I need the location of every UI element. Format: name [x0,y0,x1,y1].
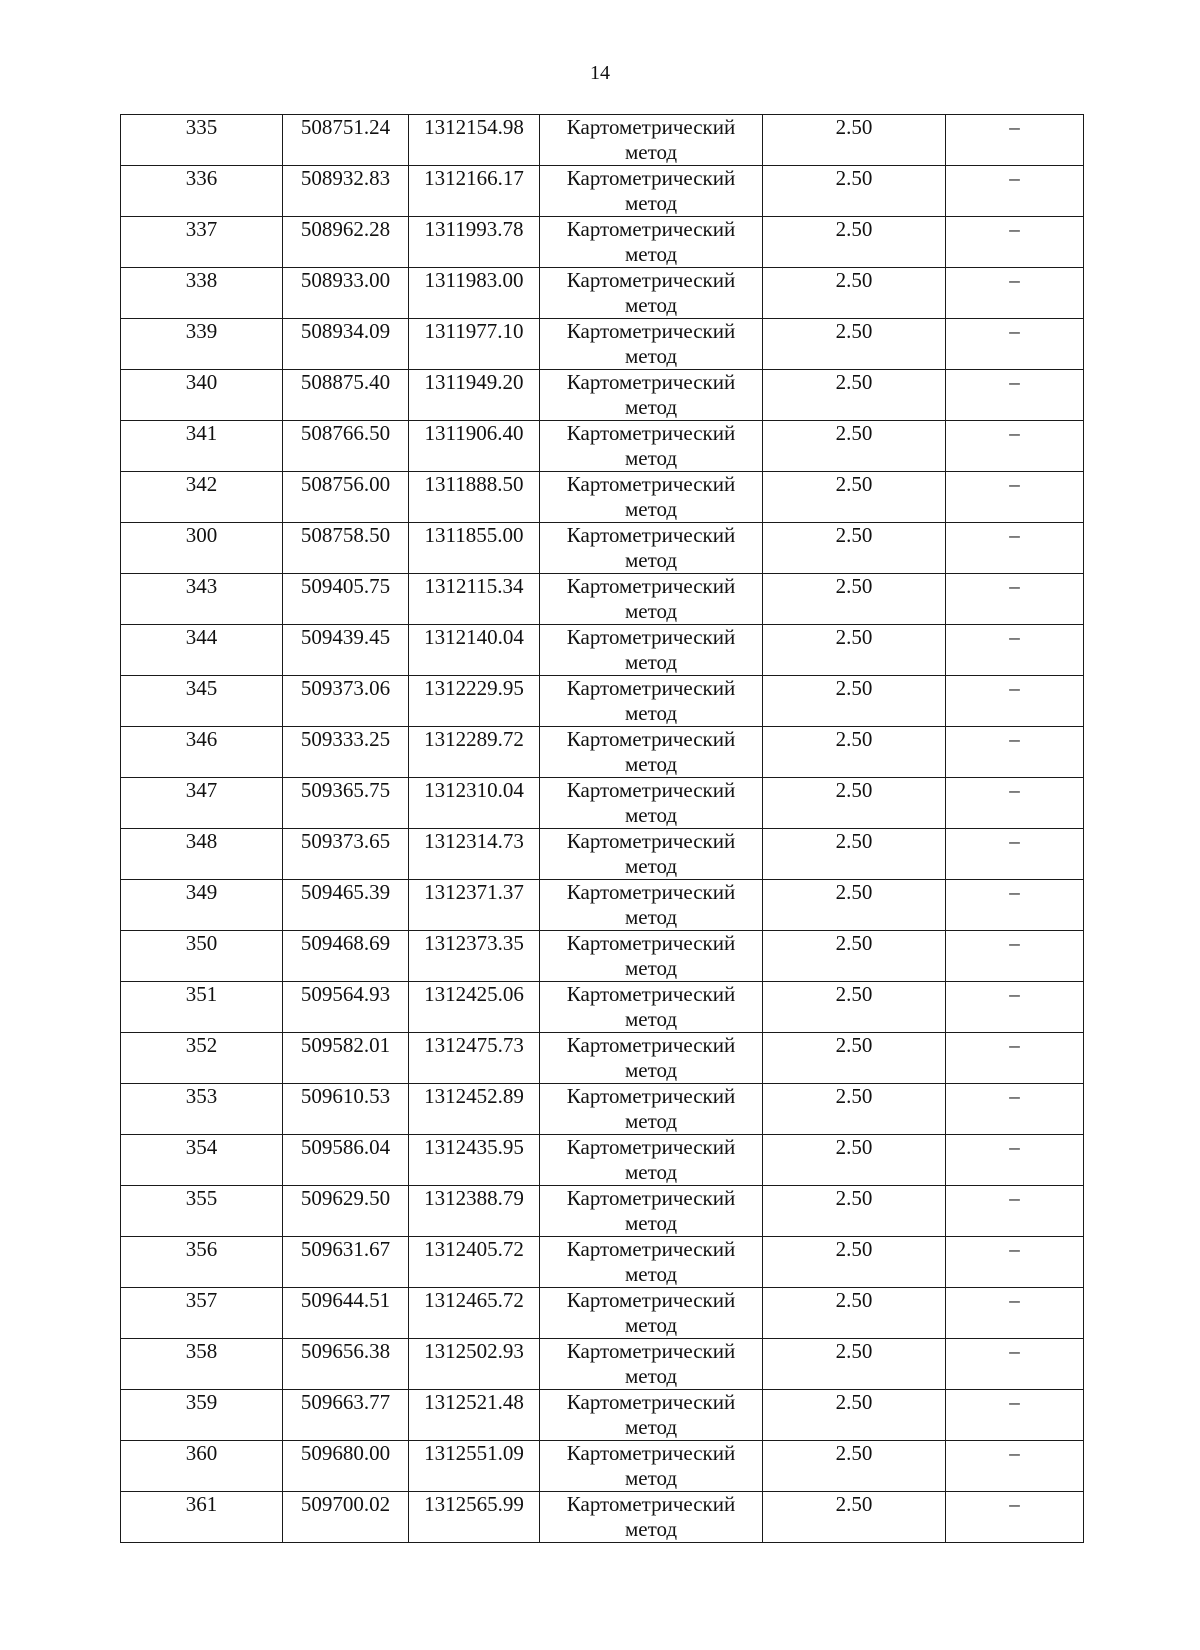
method-label-line1: Картометрический [566,880,736,904]
method-label-line2: метод [624,1364,678,1388]
table-row [121,268,1084,319]
point-number-cell: 351 [121,982,283,1033]
point-number-cell: 358 [121,1339,283,1390]
accuracy-cell: 2.50 [763,421,946,472]
note-cell: – [946,574,1084,625]
method-label-line1: Картометрический [566,421,736,445]
method-label-line2: метод [624,956,678,980]
table-row [121,829,1084,880]
method-cell [540,1084,763,1135]
note-cell: – [946,778,1084,829]
y-coordinate-cell: 1312435.95 [409,1135,540,1186]
method-label-line1: Картометрический [566,1237,736,1261]
point-number-cell: 361 [121,1492,283,1543]
x-coordinate-cell: 509610.53 [283,1084,409,1135]
point-number-cell: 339 [121,319,283,370]
method-label-line1: Картометрический [566,1084,736,1108]
point-number-cell: 341 [121,421,283,472]
x-coordinate-cell: 509564.93 [283,982,409,1033]
note-cell: – [946,676,1084,727]
y-coordinate-cell: 1312551.09 [409,1441,540,1492]
note-cell: – [946,523,1084,574]
x-coordinate-cell: 509631.67 [283,1237,409,1288]
x-coordinate-cell: 509405.75 [283,574,409,625]
method-cell [540,421,763,472]
x-coordinate-cell: 508758.50 [283,523,409,574]
method-label-line1: Картометрический [566,370,736,394]
note-cell: – [946,1237,1084,1288]
x-coordinate-cell: 509663.77 [283,1390,409,1441]
x-coordinate-cell: 509468.69 [283,931,409,982]
method-label-line1: Картометрический [566,217,736,241]
method-label-line2: метод [624,1262,678,1286]
method-cell [540,1492,763,1543]
coordinates-table [120,114,1084,1543]
method-label-line1: Картометрический [566,166,736,190]
y-coordinate-cell: 1312565.99 [409,1492,540,1543]
method-label-line1: Картометрический [566,727,736,751]
point-number-cell: 354 [121,1135,283,1186]
method-label-line1: Картометрический [566,1033,736,1057]
accuracy-cell: 2.50 [763,829,946,880]
point-number-cell: 360 [121,1441,283,1492]
x-coordinate-cell: 508751.24 [283,115,409,166]
accuracy-cell: 2.50 [763,727,946,778]
accuracy-cell: 2.50 [763,1237,946,1288]
method-label-line2: метод [624,854,678,878]
table-row [121,319,1084,370]
x-coordinate-cell: 509586.04 [283,1135,409,1186]
accuracy-cell: 2.50 [763,574,946,625]
method-cell [540,472,763,523]
table-row [121,1135,1084,1186]
table-row [121,1186,1084,1237]
method-cell [540,1186,763,1237]
method-label-line2: метод [624,905,678,929]
point-number-cell: 352 [121,1033,283,1084]
note-cell: – [946,1084,1084,1135]
method-cell [540,625,763,676]
y-coordinate-cell: 1311949.20 [409,370,540,421]
point-number-cell: 336 [121,166,283,217]
method-cell [540,1441,763,1492]
method-label-line2: метод [624,1415,678,1439]
accuracy-cell: 2.50 [763,1135,946,1186]
method-label-line1: Картометрический [566,574,736,598]
method-label-line1: Картометрический [566,1492,736,1516]
accuracy-cell: 2.50 [763,1186,946,1237]
method-label-line2: метод [624,293,678,317]
method-label-line2: метод [624,1466,678,1490]
point-number-cell: 349 [121,880,283,931]
accuracy-cell: 2.50 [763,166,946,217]
method-label-line2: метод [624,344,678,368]
point-number-cell: 355 [121,1186,283,1237]
point-number-cell: 300 [121,523,283,574]
point-number-cell: 335 [121,115,283,166]
accuracy-cell: 2.50 [763,1084,946,1135]
accuracy-cell: 2.50 [763,268,946,319]
method-label-line1: Картометрический [566,1441,736,1465]
point-number-cell: 342 [121,472,283,523]
y-coordinate-cell: 1311993.78 [409,217,540,268]
x-coordinate-cell: 508756.00 [283,472,409,523]
point-number-cell: 350 [121,931,283,982]
y-coordinate-cell: 1311855.00 [409,523,540,574]
method-cell [540,166,763,217]
y-coordinate-cell: 1311906.40 [409,421,540,472]
x-coordinate-cell: 509373.06 [283,676,409,727]
note-cell: – [946,1390,1084,1441]
method-label-line2: метод [624,1007,678,1031]
note-cell: – [946,880,1084,931]
accuracy-cell: 2.50 [763,880,946,931]
method-label-line2: метод [624,650,678,674]
table-row [121,931,1084,982]
method-label-line1: Картометрический [566,472,736,496]
x-coordinate-cell: 508932.83 [283,166,409,217]
y-coordinate-cell: 1311983.00 [409,268,540,319]
accuracy-cell: 2.50 [763,1492,946,1543]
x-coordinate-cell: 509582.01 [283,1033,409,1084]
point-number-cell: 347 [121,778,283,829]
method-cell [540,319,763,370]
method-label-line2: метод [624,803,678,827]
method-label-line2: метод [624,395,678,419]
y-coordinate-cell: 1312371.37 [409,880,540,931]
y-coordinate-cell: 1312115.34 [409,574,540,625]
x-coordinate-cell: 508766.50 [283,421,409,472]
method-label-line2: метод [624,1517,678,1541]
y-coordinate-cell: 1312475.73 [409,1033,540,1084]
point-number-cell: 353 [121,1084,283,1135]
y-coordinate-cell: 1312310.04 [409,778,540,829]
x-coordinate-cell: 508933.00 [283,268,409,319]
x-coordinate-cell: 509439.45 [283,625,409,676]
table-row [121,1339,1084,1390]
method-label-line2: метод [624,1058,678,1082]
y-coordinate-cell: 1312388.79 [409,1186,540,1237]
method-cell [540,370,763,421]
method-label-line1: Картометрический [566,1186,736,1210]
method-label-line1: Картометрический [566,1135,736,1159]
table-row [121,1441,1084,1492]
method-cell [540,217,763,268]
x-coordinate-cell: 509700.02 [283,1492,409,1543]
method-cell [540,115,763,166]
accuracy-cell: 2.50 [763,676,946,727]
method-cell [540,931,763,982]
x-coordinate-cell: 509333.25 [283,727,409,778]
accuracy-cell: 2.50 [763,1390,946,1441]
method-label-line2: метод [624,242,678,266]
point-number-cell: 343 [121,574,283,625]
note-cell: – [946,217,1084,268]
table-row [121,472,1084,523]
accuracy-cell: 2.50 [763,982,946,1033]
point-number-cell: 357 [121,1288,283,1339]
point-number-cell: 346 [121,727,283,778]
method-cell [540,778,763,829]
note-cell: – [946,1135,1084,1186]
point-number-cell: 359 [121,1390,283,1441]
method-label-line1: Картометрический [566,1288,736,1312]
method-label-line2: метод [624,140,678,164]
accuracy-cell: 2.50 [763,625,946,676]
y-coordinate-cell: 1312425.06 [409,982,540,1033]
method-cell [540,880,763,931]
method-label-line1: Картометрический [566,778,736,802]
table-row [121,727,1084,778]
note-cell: – [946,115,1084,166]
x-coordinate-cell: 509680.00 [283,1441,409,1492]
y-coordinate-cell: 1312405.72 [409,1237,540,1288]
accuracy-cell: 2.50 [763,115,946,166]
point-number-cell: 340 [121,370,283,421]
table-row [121,880,1084,931]
method-cell [540,676,763,727]
x-coordinate-cell: 509373.65 [283,829,409,880]
point-number-cell: 344 [121,625,283,676]
x-coordinate-cell: 509465.39 [283,880,409,931]
table-row [121,625,1084,676]
accuracy-cell: 2.50 [763,1288,946,1339]
method-cell [540,523,763,574]
y-coordinate-cell: 1312521.48 [409,1390,540,1441]
method-label-line1: Картометрический [566,268,736,292]
accuracy-cell: 2.50 [763,778,946,829]
note-cell: – [946,370,1084,421]
note-cell: – [946,166,1084,217]
note-cell: – [946,472,1084,523]
x-coordinate-cell: 509644.51 [283,1288,409,1339]
table-row [121,1033,1084,1084]
accuracy-cell: 2.50 [763,931,946,982]
method-label-line1: Картометрический [566,829,736,853]
method-cell [540,1390,763,1441]
method-label-line2: метод [624,599,678,623]
y-coordinate-cell: 1311977.10 [409,319,540,370]
accuracy-cell: 2.50 [763,472,946,523]
method-cell [540,727,763,778]
table-row [121,778,1084,829]
accuracy-cell: 2.50 [763,370,946,421]
y-coordinate-cell: 1312289.72 [409,727,540,778]
table-row [121,370,1084,421]
table-row [121,1390,1084,1441]
method-label-line1: Картометрический [566,676,736,700]
note-cell: – [946,625,1084,676]
page-number: 14 [590,62,610,84]
method-label-line2: метод [624,701,678,725]
point-number-cell: 345 [121,676,283,727]
method-cell [540,1339,763,1390]
point-number-cell: 337 [121,217,283,268]
method-cell [540,1237,763,1288]
method-label-line2: метод [624,1211,678,1235]
y-coordinate-cell: 1312140.04 [409,625,540,676]
table-row [121,1492,1084,1543]
table-row [121,1084,1084,1135]
note-cell: – [946,727,1084,778]
table-row [121,574,1084,625]
x-coordinate-cell: 509656.38 [283,1339,409,1390]
accuracy-cell: 2.50 [763,1441,946,1492]
y-coordinate-cell: 1312314.73 [409,829,540,880]
x-coordinate-cell: 508962.28 [283,217,409,268]
y-coordinate-cell: 1312452.89 [409,1084,540,1135]
note-cell: – [946,319,1084,370]
method-label-line1: Картометрический [566,319,736,343]
note-cell: – [946,268,1084,319]
note-cell: – [946,421,1084,472]
method-cell [540,1033,763,1084]
method-cell [540,982,763,1033]
y-coordinate-cell: 1312465.72 [409,1288,540,1339]
method-label-line1: Картометрический [566,523,736,547]
note-cell: – [946,1033,1084,1084]
table-row [121,1288,1084,1339]
note-cell: – [946,931,1084,982]
x-coordinate-cell: 509365.75 [283,778,409,829]
point-number-cell: 348 [121,829,283,880]
note-cell: – [946,1492,1084,1543]
x-coordinate-cell: 509629.50 [283,1186,409,1237]
accuracy-cell: 2.50 [763,1033,946,1084]
table-row [121,982,1084,1033]
accuracy-cell: 2.50 [763,217,946,268]
table-row [121,676,1084,727]
method-label-line2: метод [624,1160,678,1184]
table-row [121,523,1084,574]
note-cell: – [946,1441,1084,1492]
method-cell [540,1135,763,1186]
method-label-line1: Картометрический [566,625,736,649]
table-row [121,217,1084,268]
accuracy-cell: 2.50 [763,1339,946,1390]
accuracy-cell: 2.50 [763,523,946,574]
method-label-line2: метод [624,548,678,572]
method-label-line2: метод [624,1109,678,1133]
table-row [121,115,1084,166]
note-cell: – [946,829,1084,880]
table-row [121,1237,1084,1288]
method-label-line1: Картометрический [566,1339,736,1363]
y-coordinate-cell: 1312373.35 [409,931,540,982]
table-row [121,166,1084,217]
note-cell: – [946,1339,1084,1390]
method-label-line1: Картометрический [566,982,736,1006]
method-label-line2: метод [624,446,678,470]
y-coordinate-cell: 1311888.50 [409,472,540,523]
method-cell [540,268,763,319]
method-label-line1: Картометрический [566,115,736,139]
y-coordinate-cell: 1312502.93 [409,1339,540,1390]
y-coordinate-cell: 1312166.17 [409,166,540,217]
method-cell [540,829,763,880]
note-cell: – [946,982,1084,1033]
method-label-line1: Картометрический [566,1390,736,1414]
point-number-cell: 338 [121,268,283,319]
y-coordinate-cell: 1312229.95 [409,676,540,727]
note-cell: – [946,1186,1084,1237]
note-cell: – [946,1288,1084,1339]
method-label-line2: метод [624,752,678,776]
point-number-cell: 356 [121,1237,283,1288]
method-cell [540,574,763,625]
method-label-line2: метод [624,1313,678,1337]
x-coordinate-cell: 508875.40 [283,370,409,421]
method-label-line1: Картометрический [566,931,736,955]
method-label-line2: метод [624,191,678,215]
accuracy-cell: 2.50 [763,319,946,370]
method-label-line2: метод [624,497,678,521]
x-coordinate-cell: 508934.09 [283,319,409,370]
method-cell [540,1288,763,1339]
coordinates-table-body [121,115,1084,1543]
table-row [121,421,1084,472]
y-coordinate-cell: 1312154.98 [409,115,540,166]
